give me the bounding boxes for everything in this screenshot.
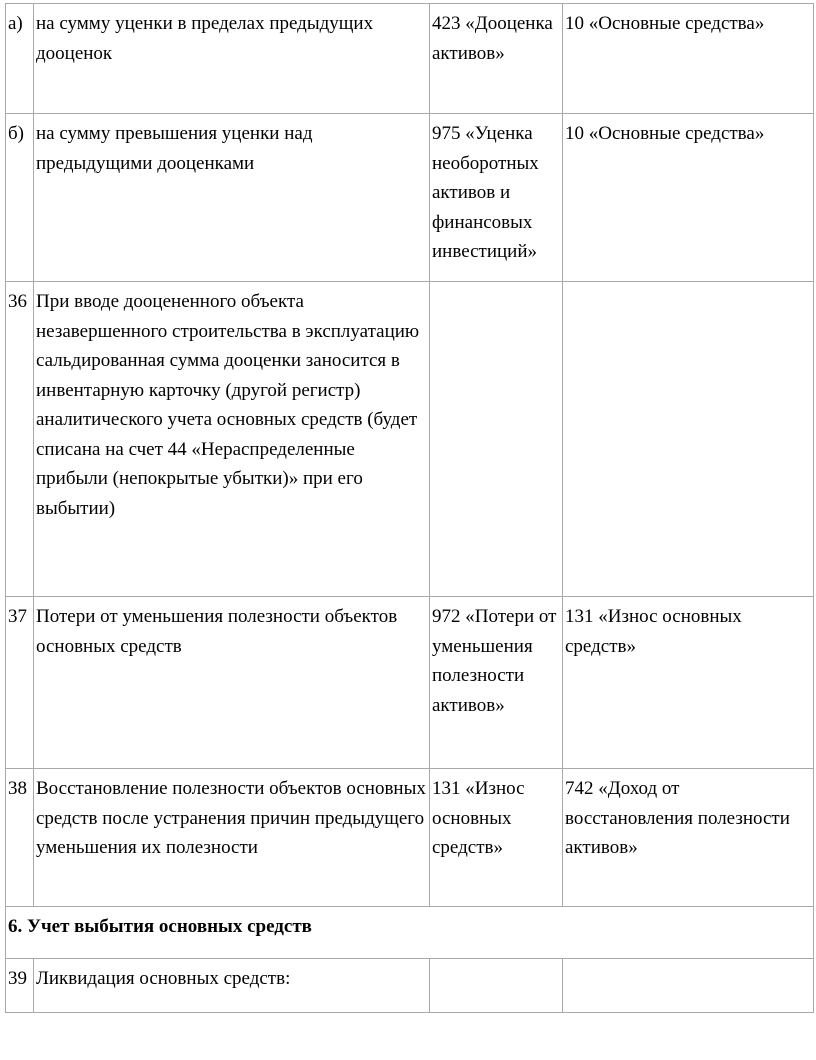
table-row — [6, 4, 814, 114]
section-heading-row — [6, 907, 814, 959]
table-row — [6, 282, 814, 597]
table-row — [6, 114, 814, 282]
debit-account: 972 «Потери от уменьшения полезности активов» — [430, 597, 563, 769]
row-number: б) — [6, 114, 34, 282]
debit-account: 131 «Износ основных средств» — [430, 769, 563, 907]
credit-account: 131 «Износ основных средств» — [563, 597, 814, 769]
table-row — [6, 769, 814, 907]
operation-description: на сумму уценки в пределах предыдущих дооценок — [34, 4, 430, 114]
operation-description: При вводе дооцененного объекта незавершенного строительства в эксплуатацию сальдированная сумма дооценки заносится в инвентарную карточку (другой регистр) аналитического учета основных средств (будет списана на счет 44 «Нераспределенные прибыли (непокрытые убытки)» при его выбытии) — [34, 282, 430, 597]
debit-account — [430, 959, 563, 1013]
row-number: 38 — [6, 769, 34, 907]
operation-description: Ликвидация основных средств: — [34, 959, 430, 1013]
table-row — [6, 597, 814, 769]
operation-description: Потери от уменьшения полезности объектов основных средств — [34, 597, 430, 769]
credit-account: 10 «Основные средства» — [563, 4, 814, 114]
row-number: 37 — [6, 597, 34, 769]
credit-account — [563, 959, 814, 1013]
debit-account: 423 «Дооценка активов» — [430, 4, 563, 114]
operation-description: на сумму превышения уценки над предыдущими дооценками — [34, 114, 430, 282]
row-number: 36 — [6, 282, 34, 597]
credit-account: 10 «Основные средства» — [563, 114, 814, 282]
debit-account — [430, 282, 563, 597]
table-row — [6, 959, 814, 1013]
row-number: 39 — [6, 959, 34, 1013]
operation-description: Восстановление полезности объектов основных средств после устранения причин предыдущего уменьшения их полезности — [34, 769, 430, 907]
debit-account: 975 «Уценка необоротных активов и финансовых инвестиций» — [430, 114, 563, 282]
credit-account: 742 «Доход от восстановления полезности активов» — [563, 769, 814, 907]
accounting-entries-table — [5, 3, 814, 1013]
row-number: а) — [6, 4, 34, 114]
section-heading: 6. Учет выбытия основных средств — [6, 907, 814, 959]
credit-account — [563, 282, 814, 597]
